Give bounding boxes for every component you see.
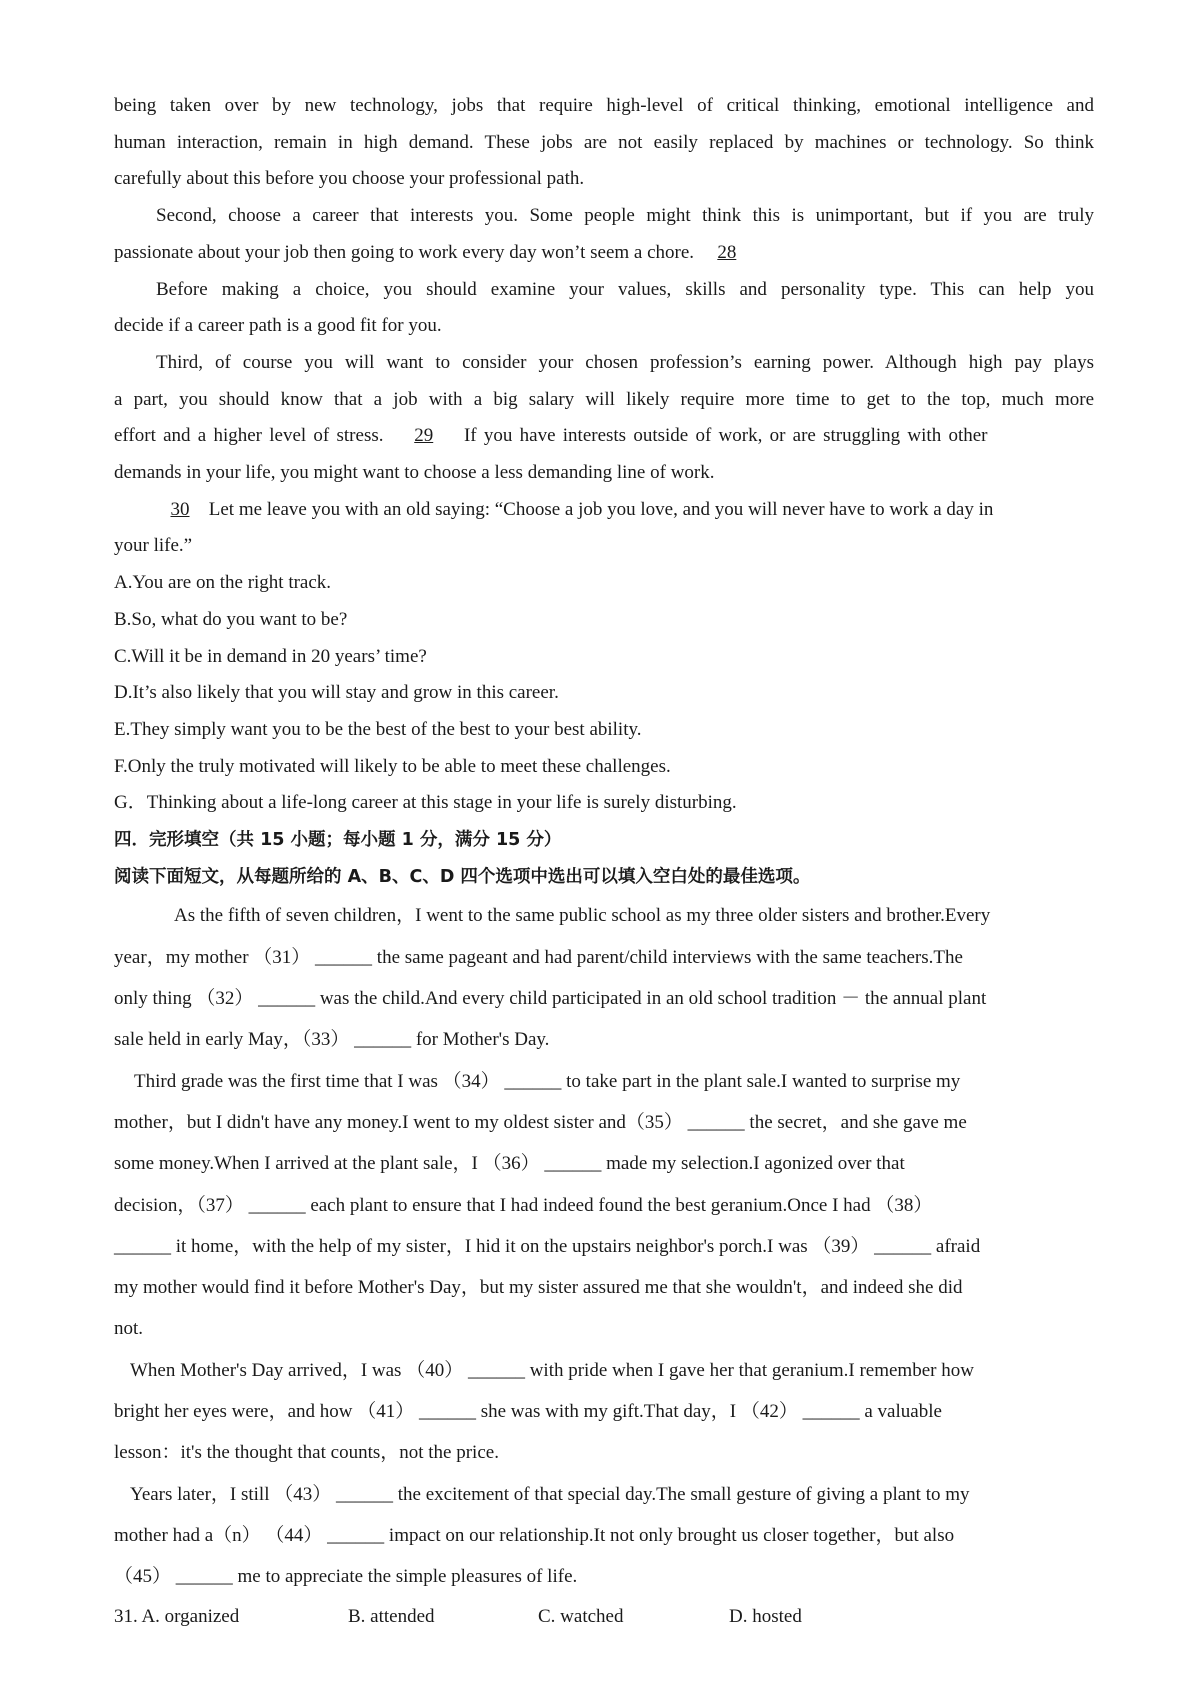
- option-f: F.Only the truly motivated will likely to be able to meet these challenges.: [114, 755, 671, 777]
- cloze-line: decision，（37） ______ each plant to ensure that I had indeed found the best geranium.Once I had （38）: [114, 1194, 933, 1216]
- section-heading: 四．完形填空（共 15 小题；每小题 1 分，满分 15 分）: [114, 830, 562, 851]
- cloze-line: mother had a（n） （44） ______ impact on our relationship.It not only brought us closer together，but also: [114, 1524, 955, 1546]
- question-31-option-a: 31. A. organized: [114, 1605, 240, 1627]
- question-31-option-b: B. attended: [348, 1605, 435, 1627]
- blank-29: 29: [414, 425, 434, 447]
- passage-line: Third, of course you will want to consider your chosen profession’s earning power. Although high pay plays: [156, 351, 1094, 373]
- question-31-option-d: D. hosted: [729, 1605, 802, 1627]
- passage-line: demands in your life, you might want to choose a less demanding line of work.: [114, 462, 715, 484]
- exam-page: [114, 88, 1094, 1636]
- cloze-line: not.: [114, 1318, 144, 1340]
- passage-line: carefully about this before you choose your professional path.: [114, 168, 585, 190]
- passage-line: 30 Let me leave you with an old saying: “Choose a job you love, and you will never have to work a day in: [114, 492, 1094, 529]
- cloze-line: only thing （32） ______ was the child.And every child participated in an old school tradition － the annual plant: [114, 988, 987, 1010]
- option-c: C.Will it be in demand in 20 years’ time?: [114, 645, 427, 667]
- cloze-line: （45） ______ me to appreciate the simple pleasures of life.: [114, 1566, 578, 1588]
- cloze-line: bright her eyes were，and how （41） ______ she was with my gift.That day，I （42） ______ a valuable: [114, 1401, 942, 1423]
- passage-line: being taken over by new technology, jobs that require high-level of critical thinking, emotional intelligence and: [114, 95, 1094, 116]
- cloze-line: lesson：it's the thought that counts，not the price.: [114, 1442, 499, 1464]
- cloze-line: Third grade was the first time that I was （34） ______ to take part in the plant sale.I wanted to surprise my: [134, 1070, 961, 1092]
- cloze-line: some money.When I arrived at the plant sale，I （36） ______ made my selection.I agonized over that: [114, 1153, 905, 1175]
- passage-line: human interaction, remain in high demand. These jobs are not easily replaced by machines or technology. So think: [114, 131, 1094, 153]
- passage-line: Second, choose a career that interests you. Some people might think this is unimportant, but if you are truly: [156, 205, 1094, 227]
- option-a: A.You are on the right track.: [114, 572, 332, 594]
- passage-line: Before making a choice, you should examine your values, skills and personality type. This can help you: [156, 278, 1094, 300]
- option-e: E.They simply want you to be the best of the best to your best ability.: [114, 718, 642, 740]
- passage-line: effort and a higher level of stress. 29 If you have interests outside of work, or are struggling with other: [114, 418, 1094, 455]
- passage-line: decide if a career path is a good fit for you.: [114, 315, 442, 337]
- blank-28: 28: [717, 241, 737, 263]
- cloze-line: sale held in early May，（33） ______ for Mother's Day.: [114, 1029, 550, 1051]
- section-instruction: 阅读下面短文，从每题所给的 A、B、C、D 四个选项中选出可以填入空白处的最佳选项。: [114, 866, 811, 887]
- passage-line: your life.”: [114, 535, 193, 557]
- blank-30: 30: [170, 498, 190, 520]
- option-b: B.So, what do you want to be?: [114, 608, 348, 630]
- cloze-line: As the fifth of seven children，I went to the same public school as my three older sisters and brother.Every: [174, 905, 991, 927]
- cloze-line: my mother would find it before Mother's Day，but my sister assured me that she wouldn't，and indeed she did: [114, 1277, 963, 1299]
- option-g: G．Thinking about a life-long career at this stage in your life is surely disturbing.: [114, 792, 737, 814]
- cloze-line: Years later，I still （43） ______ the excitement of that special day.The small gesture of giving a plant to my: [130, 1483, 970, 1505]
- passage-line: passionate about your job then going to work every day won’t seem a chore. 28: [114, 235, 1094, 272]
- option-d: D.It’s also likely that you will stay and grow in this career.: [114, 682, 559, 704]
- cloze-line: year，my mother （31） ______ the same pageant and had parent/child interviews with the same teachers.The: [114, 946, 963, 968]
- question-31-option-c: C. watched: [538, 1605, 624, 1627]
- question-31-options: [114, 1598, 1094, 1636]
- passage-line: a part, you should know that a job with a big salary will likely require more time to get to the top, much more: [114, 388, 1094, 410]
- cloze-line: When Mother's Day arrived，I was （40） ______ with pride when I gave her that geranium.I remember how: [130, 1359, 974, 1381]
- cloze-line: ______ it home，with the help of my sister，I hid it on the upstairs neighbor's porch.I was （39） ______ afraid: [114, 1235, 981, 1257]
- cloze-line: mother，but I didn't have any money.I went to my oldest sister and（35） ______ the secret，and she gave me: [114, 1111, 967, 1133]
